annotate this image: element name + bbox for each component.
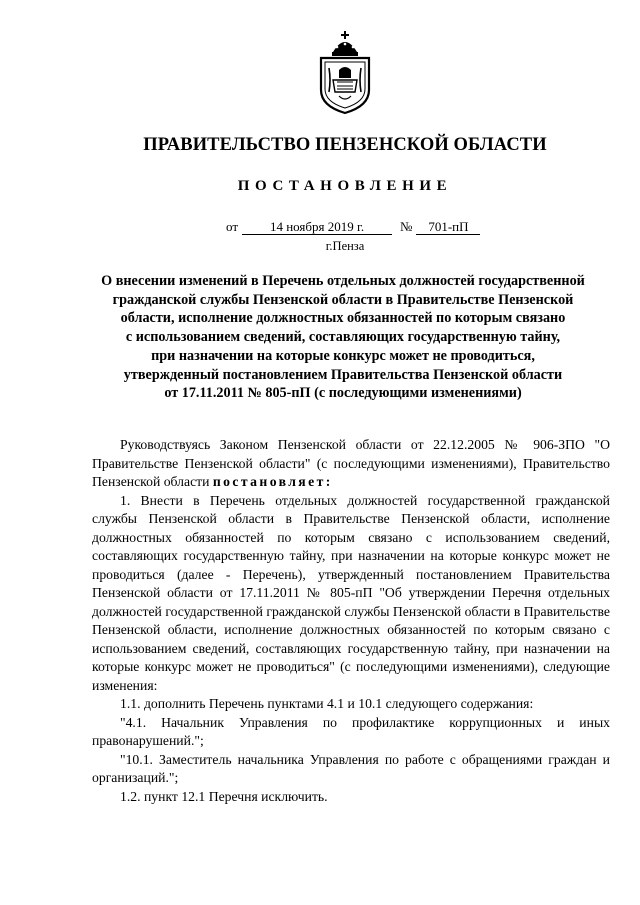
number-prefix: № bbox=[400, 219, 413, 234]
heading-line: области, исполнение должностных обязанностей по которым связано bbox=[120, 310, 566, 327]
heading-line: при назначении на которые конкурс может не проводиться, bbox=[151, 347, 535, 364]
preamble-paragraph bbox=[92, 436, 610, 492]
document-number: 701-пП bbox=[416, 220, 480, 235]
document-body bbox=[92, 436, 610, 806]
resolves-keyword: постановляет: bbox=[212, 474, 333, 489]
heading-line: от 17.11.2011 № 805-пП (с последующими изменениями) bbox=[164, 385, 522, 402]
document-date: 14 ноября 2019 г. bbox=[242, 220, 392, 235]
paragraph-item-1-1: 1.1. дополнить Перечень пунктами 4.1 и 10.1 следующего содержания: bbox=[120, 696, 534, 711]
city: г.Пенза bbox=[325, 239, 365, 253]
heading-line: утвержденный постановлением Правительства Пензенской области bbox=[123, 366, 563, 383]
quote-item-4-1: "4.1. Начальник Управления по профилактике коррупционных и иных правонарушений."; bbox=[92, 714, 610, 748]
date-number-line bbox=[226, 219, 480, 235]
paragraph-item-1: 1. Внести в Перечень отдельных должностей государственной гражданской службы Пензенской области в Правительстве Пензенской области, исполнение должностных обязанностей по которым связано с использованием сведений, составляющих государственную тайну, при назначении на которые конкурс может не проводиться (далее - Перечень), утвержденный постановлением Правительства Пензенской области от 17.11.2011 № 805-пП "Об утверждении Перечня отдельных должностей государственной гражданской службы Пензенской области в Правительстве Пензенской области, исполнение должностных обязанностей по которым связано с использованием сведений, составляющих государственную тайну, при назначении на которые конкурс может не проводиться" (с последующими изменениями), следующие изменения: bbox=[92, 492, 610, 693]
organization-title: ПРАВИТЕЛЬСТВО ПЕНЗЕНСКОЙ ОБЛАСТИ bbox=[143, 135, 547, 155]
preamble-text: Руководствуясь Законом Пензенской области от 22.12.2005 № 906-ЗПО "О Правительстве Пензенской области" (с последующими изменениями), Правительство Пензенской области bbox=[92, 437, 610, 489]
heading-line: с использованием сведений, составляющих государственную тайну, bbox=[125, 329, 561, 346]
quote-item-10-1: "10.1. Заместитель начальника Управления по работе с обращениями граждан и организаций."; bbox=[92, 751, 610, 785]
document-type: ПОСТАНОВЛЕНИЕ bbox=[237, 178, 453, 194]
date-prefix: от bbox=[226, 219, 239, 234]
document-heading bbox=[78, 272, 608, 403]
heading-line: гражданской службы Пензенской области в Правительстве Пензенской bbox=[112, 291, 574, 308]
heading-line: О внесении изменений в Перечень отдельных должностей государственной bbox=[101, 273, 585, 289]
coat-of-arms-icon bbox=[315, 30, 375, 116]
paragraph-item-1-2: 1.2. пункт 12.1 Перечня исключить. bbox=[120, 788, 328, 804]
